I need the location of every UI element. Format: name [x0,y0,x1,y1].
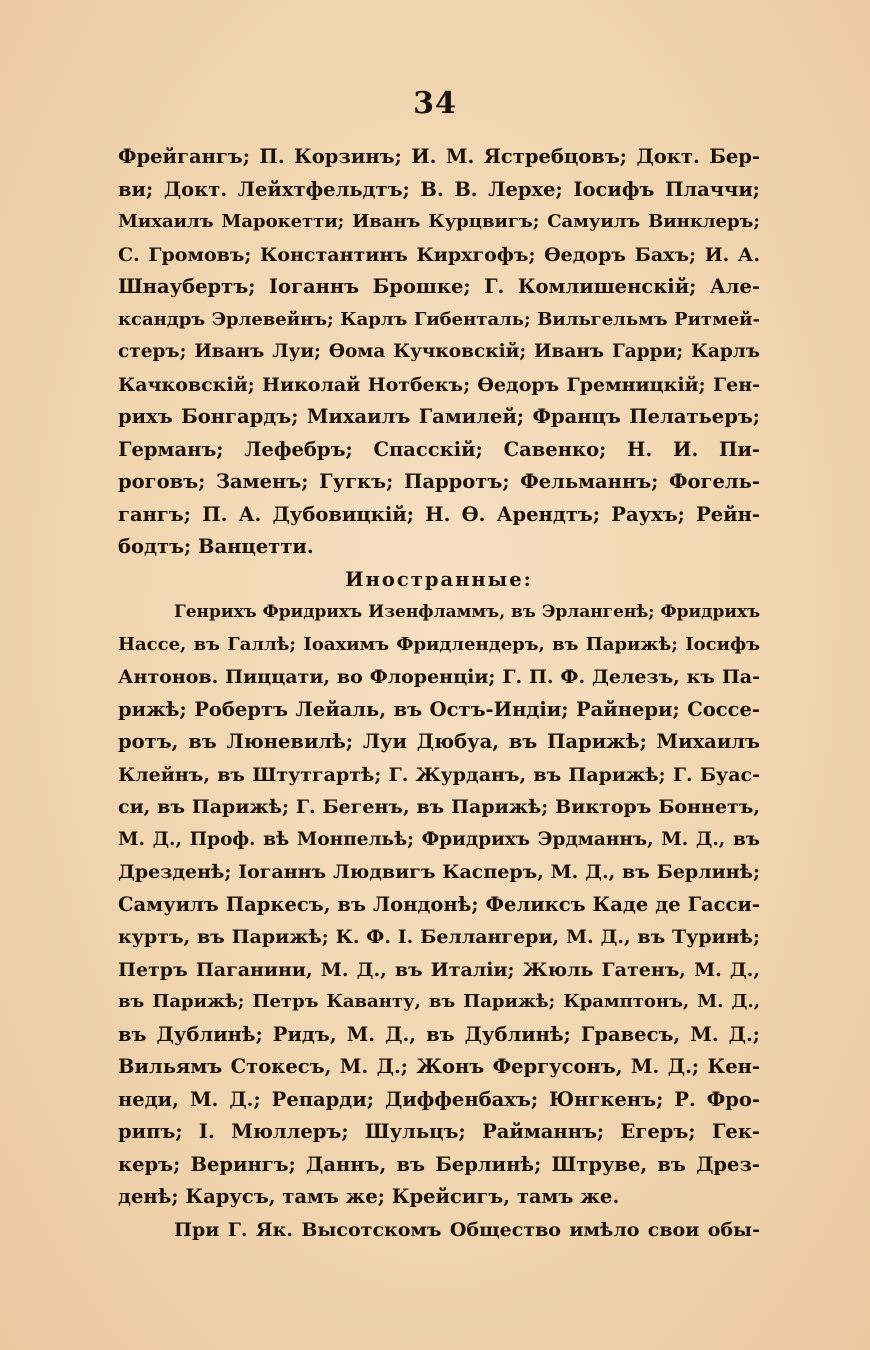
text-line: Дрезденѣ; Іоганнъ Людвигъ Касперъ, М. Д., въ Берлинѣ; [118,861,760,883]
text-line: роговъ; Заменъ; Гугкъ; Парротъ; Фельманнъ; Фогель- [118,470,760,493]
text-line: Генрихъ Фридрихъ Изенфламмъ, въ Эрлангенѣ; Фридрихъ [174,602,760,622]
text-line: неди, М. Д.; Репарди; Диффенбахъ; Юнгкенъ; Р. Фро- [118,1087,760,1111]
text-line: бодтъ; Ванцетти. [118,535,314,558]
text-line: Фрейгангъ; П. Корзинъ; И. М. Ястребцовъ; Докт. Бер- [118,145,760,168]
text-line: рихъ Бонгардъ; Михаилъ Гамилей; Францъ Пелатьеръ; [118,405,760,428]
text-line: рипъ; І. Мюллеръ; Шульцъ; Райманнъ; Егеръ; Гек- [118,1120,760,1143]
text-body [118,141,760,1246]
text-line: денѣ; Карусъ, тамъ же; Крейсигъ, тамъ же. [118,1185,620,1208]
text-line: куртъ, въ Парижѣ; К. Ф. І. Беллангери, М. Д., въ Туринѣ; [118,926,760,948]
text-line: Петръ Паганини, М. Д., въ Италіи; Жюль Гатенъ, М. Д., [118,958,760,981]
text-line: Самуилъ Паркесъ, въ Лондонѣ; Феликсъ Каде де Гасси- [118,892,760,916]
text-line: си, въ Парижѣ; Г. Бегенъ, въ Парижѣ; Викторъ Боннетъ, [118,796,760,818]
text-line: Клейнъ, въ Штутгартѣ; Г. Журданъ, въ Парижѣ; Г. Буас- [118,763,760,786]
text-line: керъ; Верингъ; Даннъ, въ Берлинѣ; Штруве, въ Дрез- [118,1152,760,1176]
closing-paragraph-line: При Г. Як. Высотскомъ Общество имѣло свои обы- [174,1218,760,1241]
text-line: Вильямъ Стокесъ, М. Д.; Жонъ Фергусонъ, М. Д.; Кен- [118,1055,760,1078]
section-heading: Иностранные: [345,567,533,591]
text-line: стеръ; Иванъ Луи; Ѳома Кучковскій; Иванъ Гарри; Карлъ [118,341,760,362]
text-line: рижѣ; Робертъ Лейаль, въ Остъ-Индіи; Райнери; Соссе- [118,697,760,721]
text-line: Нассе, въ Галлѣ; Іоахимъ Фридлендеръ, въ Парижѣ; Іосифъ [118,633,760,655]
page-number: 34 [413,86,457,121]
text-line: М. Д., Проф. вѣ Монпельѣ; Фридрихъ Эрдманнъ, М. Д., въ [118,828,760,850]
members-list-domestic [118,141,760,564]
text-line: Михаилъ Марокетти; Иванъ Курцвигъ; Самуилъ Винклеръ; [118,211,760,232]
text-line: С. Громовъ; Константинъ Кирхгофъ; Ѳедоръ Бахъ; И. А. [118,243,760,266]
text-line: ротъ, въ Люневилѣ; Луи Дюбуа, въ Парижѣ; Михаилъ [118,730,760,753]
text-line: Шнаубертъ; Іоганнъ Брошке; Г. Комлишенскій; Але- [118,275,760,298]
text-line: Германъ; Лефебръ; Спасскій; Савенко; Н. И. Пи- [118,437,760,461]
text-line: гангъ; П. А. Дубовицкій; Н. Ѳ. Арендтъ; Раухъ; Рейн- [118,502,760,526]
text-line: въ Дублинѣ; Ридъ, М. Д., въ Дублинѣ; Гравесъ, М. Д.; [118,1022,760,1046]
text-line: ви; Докт. Лейхтфельдтъ; В. В. Лерхе; Іосифъ Плаччи; [118,177,760,201]
text-line: Антонов. Пиццати, во Флоренціи; Г. П. Ф. Делезъ, къ Па- [118,666,760,688]
text-line: въ Парижѣ; Петръ Каванту, въ Парижѣ; Крамптонъ, М. Д., [118,991,760,1012]
members-list-foreign [118,596,760,1214]
text-line: Качковскій; Николай Нотбекъ; Ѳедоръ Гремницкій; Ген- [118,373,760,396]
text-line: ксандръ Эрлевейнъ; Карлъ Гибенталь; Вильгельмъ Ритмей- [118,308,760,330]
